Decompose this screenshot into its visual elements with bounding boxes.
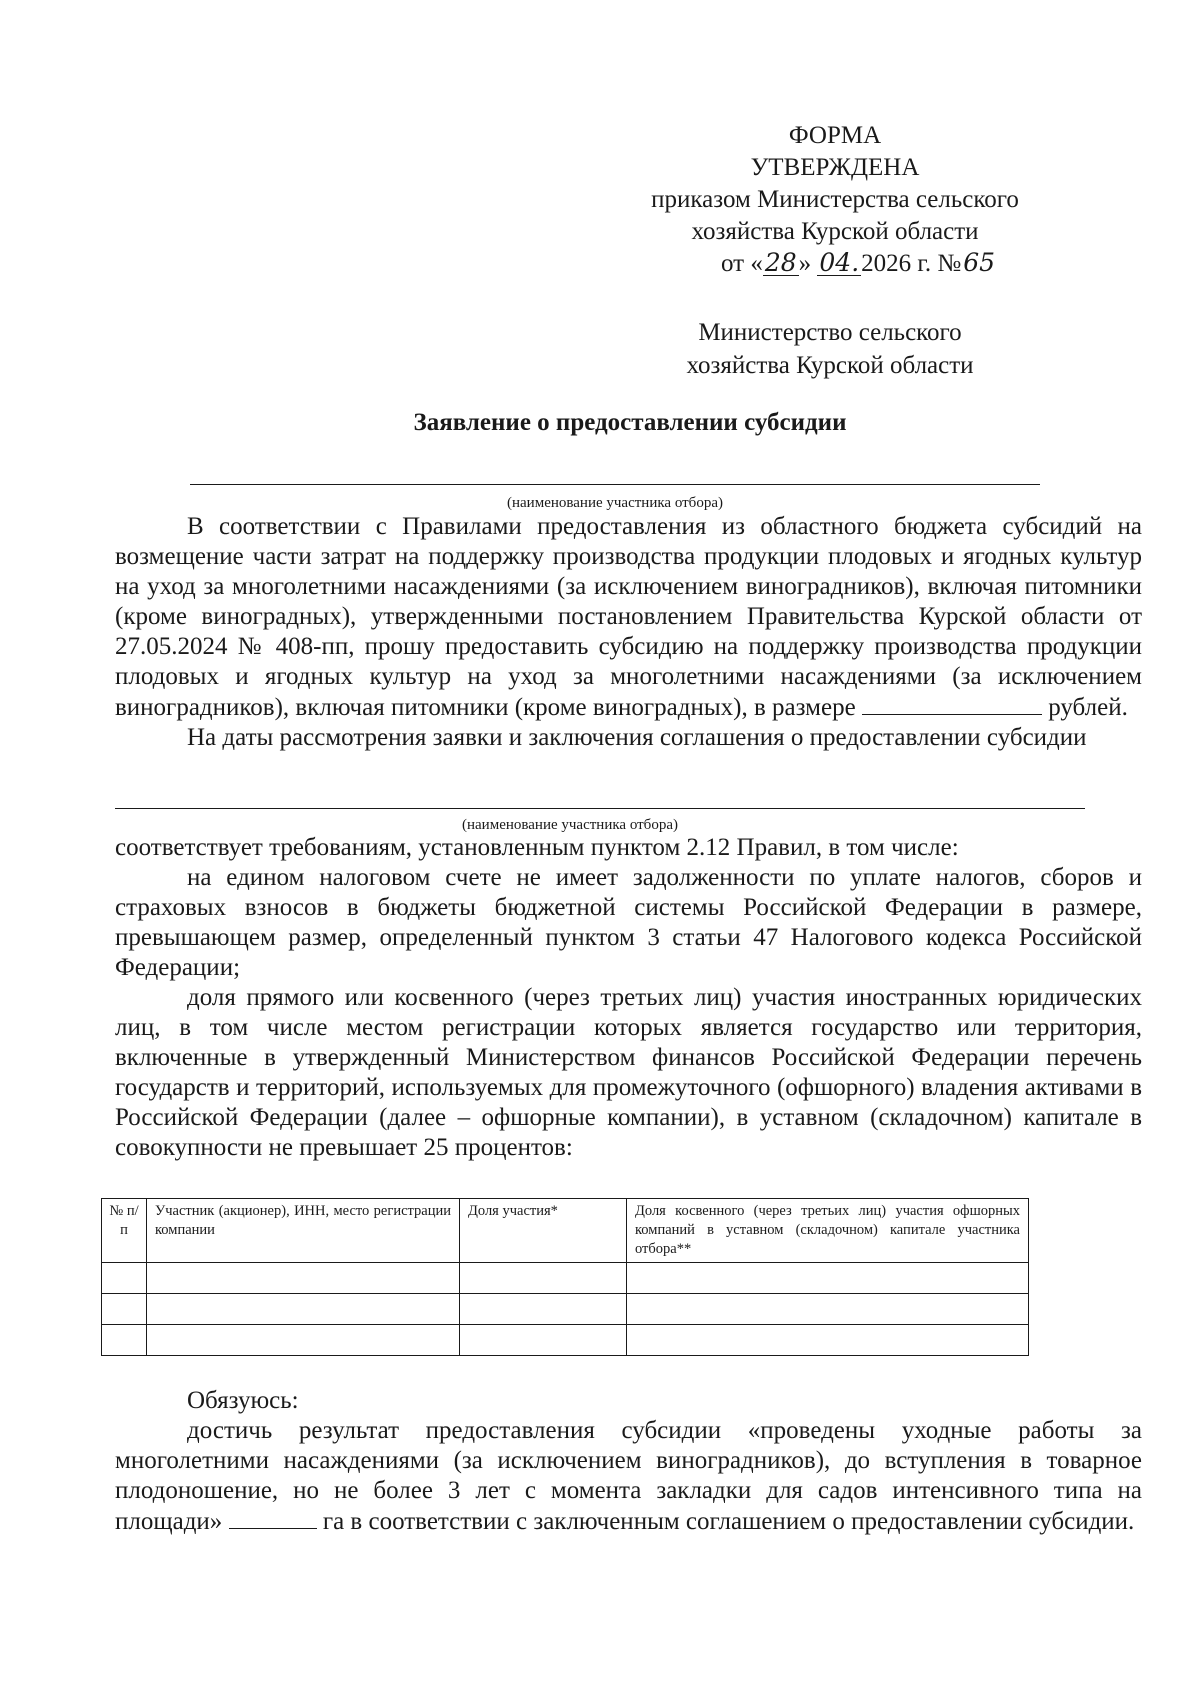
body-text-3 [115,1386,1142,1537]
table-row [102,1263,1029,1294]
table-cell[interactable] [147,1325,460,1356]
paragraph-obligation-heading: Обязуюсь: [187,1387,299,1414]
paragraph-tax-debt: на едином налоговом счете не имеет задолженности по уплате налогов, сборов и страховых взносов в бюджеты бюджетной системы Российской Федерации в размере, превышающем размер, определенный пунктом 3 статьи 47 Налогового кодекса Российской Федерации; [115,864,1142,981]
handwritten-order-number: 65 [963,248,996,277]
approval-ministry-line: хозяйства Курской области [691,218,979,245]
table-cell[interactable] [147,1263,460,1294]
table-cell[interactable] [102,1263,147,1294]
table-cell[interactable] [627,1325,1029,1356]
participant-name-line-1 [190,484,1040,485]
obligation-text-end: га в соответствии с заключенным соглашением о предоставлении субсидии. [322,1508,1135,1535]
approval-form-label: ФОРМА [788,122,882,149]
amount-blank [862,692,1042,715]
rubles-label: рублей. [1048,694,1128,721]
participant-name-caption-1: (наименование участника отбора) [507,495,723,511]
handwritten-day: 28 [764,248,797,277]
approval-order-line: приказом Министерства сельского [651,186,1019,213]
column-header-offshore-share: Доля косвенного (через третьих лиц) участия офшорных компаний в уставном (складочном) капитале участника отбора** [627,1199,1029,1263]
paragraph-request [115,512,1142,723]
table-row [102,1325,1029,1356]
approval-date-line [600,248,1070,280]
table-cell[interactable] [627,1263,1029,1294]
participant-name-line-2 [115,808,1085,809]
area-blank [229,1506,317,1529]
table-cell[interactable] [102,1294,147,1325]
table-cell[interactable] [627,1294,1029,1325]
table-cell[interactable] [460,1263,627,1294]
paragraph-compliance: соответствует требованиям, установленным пунктом 2.12 Правил, в том числе: [115,834,959,861]
ownership-table [101,1198,1029,1356]
date-prefix: от « [720,250,763,277]
body-text-1 [115,512,1142,753]
request-text: В соответствии с Правилами предоставления из областного бюджета субсидий на возмещение части затрат на поддержку производства продукции плодовых и ягодных культур на уход за многолетними насаждениями (за исключением виноградников), включая питомники (кроме виноградных), утвержденными постановлением Правительства Курской области от 27.05.2024 № 408-пп, прошу предоставить субсидию на поддержку производства продукции плодовых и ягодных культур на уход за многолетними насаждениями (за исключением виноградников), включая питомники (кроме виноградных), в размере [115,513,1142,721]
table-header-row [102,1199,1029,1263]
recipient-line-2: хозяйства Курской области [686,352,974,379]
column-header-participant: Участник (акционер), ИНН, место регистрации компании [147,1199,460,1263]
document-title: Заявление о предоставлении субсидии [413,409,847,436]
approval-stamp [600,120,1070,280]
approval-approved-label: УТВЕРЖДЕНА [750,154,920,181]
recipient-block [640,316,1020,382]
table-cell[interactable] [147,1294,460,1325]
table-row [102,1294,1029,1325]
recipient-line-1: Министерство сельского [698,319,962,346]
table-cell[interactable] [460,1294,627,1325]
paragraph-obligation [115,1416,1142,1537]
paragraph-dates: На даты рассмотрения заявки и заключения соглашения о предоставлении субсидии [187,724,1087,751]
table-cell[interactable] [102,1325,147,1356]
paragraph-offshore: доля прямого или косвенного (через третьих лиц) участия иностранных юридических лиц, в том числе местом регистрации которых является государство или территория, включенные в утвержденный Министерством финансов Российской Федерации перечень государств и территорий, используемых для промежуточного (офшорного) владения активами в Российской Федерации (далее – офшорные компании), в уставном (складочном) капитале в совокупности не превышает 25 процентов: [115,984,1142,1161]
column-header-share: Доля участия* [460,1199,627,1263]
column-header-number: № п/п [102,1199,147,1263]
obligation-text: достичь результат предоставления субсидии «проведены уходные работы за многолетними насаждениями (за исключением виноградников), до вступления в товарное плодоношение, но не более 3 лет с момента закладки для садов интенсивного типа на площади» [115,1417,1142,1535]
body-text-2 [115,833,1142,1163]
date-mid: » [798,250,818,277]
handwritten-month: 04. [819,248,860,277]
date-year: 2026 г. № [861,250,962,277]
participant-name-caption-2: (наименование участника отбора) [462,817,678,833]
table-cell[interactable] [460,1325,627,1356]
